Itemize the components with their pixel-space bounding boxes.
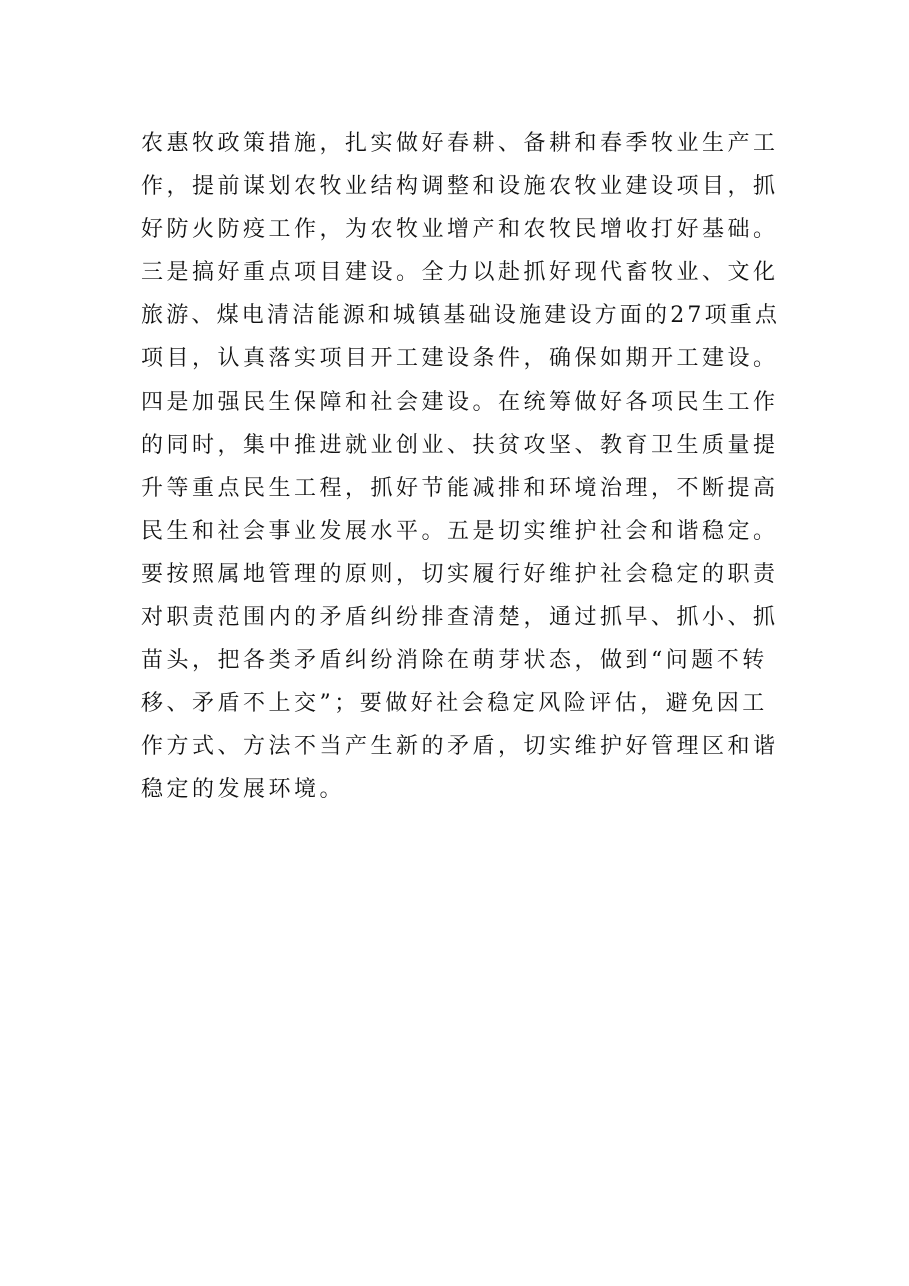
text-line: 民生和社会事业发展水平。五是切实维护社会和谐稳定。 xyxy=(141,518,779,544)
text-line: 旅游、煤电清洁能源和城镇基础设施建设方面的27项重点 xyxy=(141,303,781,329)
text-line: 的同时，集中推进就业创业、扶贫攻坚、教育卫生质量提 xyxy=(141,432,779,458)
text-line: 移、矛盾不上交”；要做好社会稳定风险评估，避免因工 xyxy=(141,691,768,717)
text-line: 稳定的发展环境。 xyxy=(141,777,346,803)
text-line: 四是加强民生保障和社会建设。在统筹做好各项民生工作 xyxy=(141,389,779,415)
text-line: 作，提前谋划农牧业结构调整和设施农牧业建设项目，抓 xyxy=(141,174,779,200)
text-line: 农惠牧政策措施，扎实做好春耕、备耕和春季牧业生产工 xyxy=(141,131,779,156)
text-line: 作方式、方法不当产生新的矛盾，切实维护好管理区和谐 xyxy=(141,734,779,760)
text-line: 升等重点民生工程，抓好节能减排和环境治理，不断提高 xyxy=(141,475,779,501)
body-paragraph xyxy=(141,122,781,812)
text-line: 对职责范围内的矛盾纠纷排查清楚，通过抓早、抓小、抓 xyxy=(141,605,779,631)
text-line: 要按照属地管理的原则，切实履行好维护社会稳定的职责 xyxy=(141,561,779,587)
text-line: 项目，认真落实项目开工建设条件，确保如期开工建设。 xyxy=(141,346,779,372)
text-line: 好防火防疫工作，为农牧业增产和农牧民增收打好基础。 xyxy=(141,217,779,243)
text-line: 苗头，把各类矛盾纠纷消除在萌芽状态，做到“问题不转 xyxy=(141,648,768,674)
text-line: 三是搞好重点项目建设。全力以赴抓好现代畜牧业、文化 xyxy=(141,260,779,286)
